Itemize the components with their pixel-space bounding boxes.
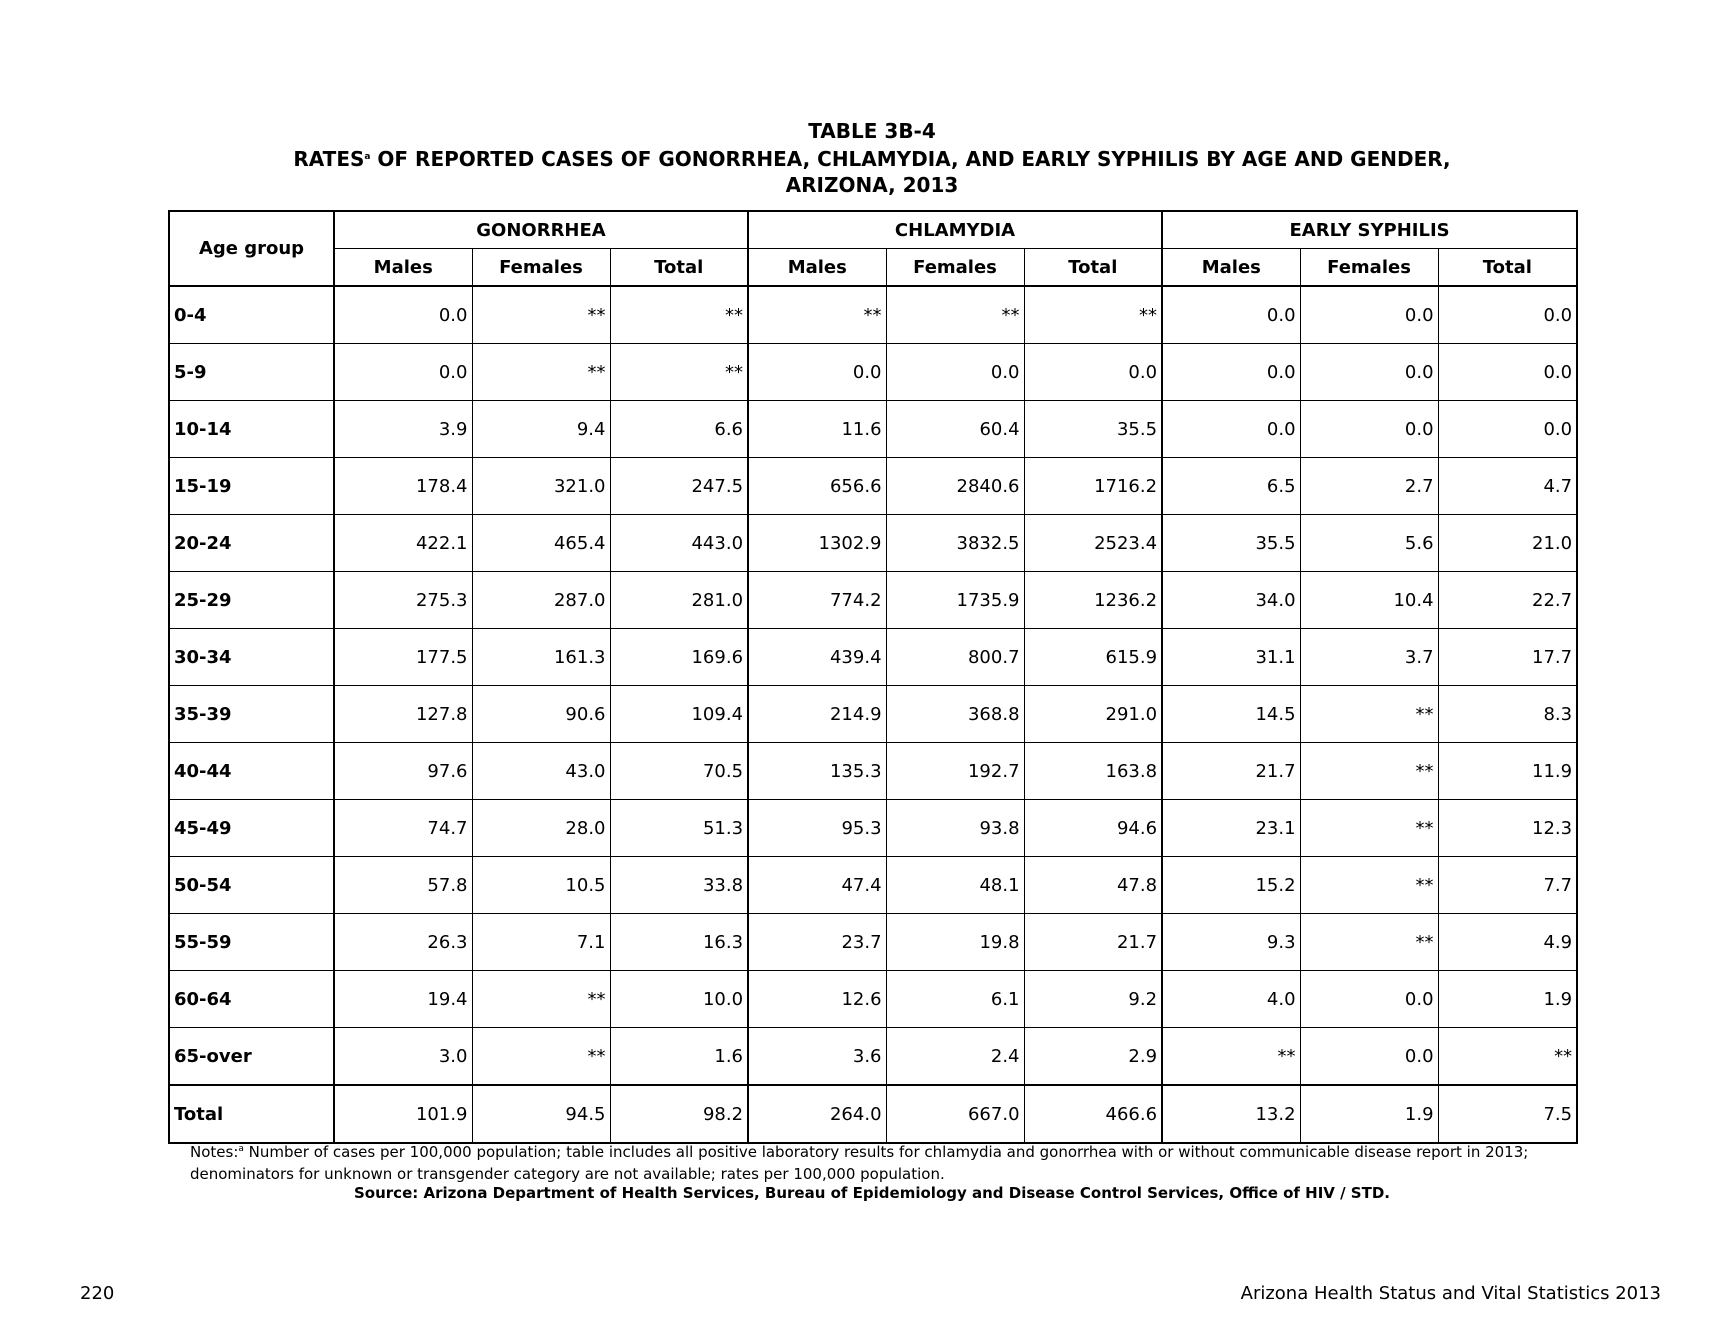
age-group-cell: 20-24 [169, 515, 334, 572]
rate-cell: 1716.2 [1024, 458, 1162, 515]
subheader-row [169, 249, 1577, 287]
rate-cell: 13.2 [1162, 1085, 1300, 1143]
rate-cell: 1.9 [1438, 971, 1577, 1028]
rate-cell: 11.9 [1438, 743, 1577, 800]
rate-cell: 9.4 [472, 401, 610, 458]
table-row [169, 743, 1577, 800]
notes-text: Number of cases per 100,000 population; table includes all positive laboratory results for chlamydia and gonorrhea with or without communicable disease report in 2013; denominators for unknown or transgender category are not available; rates per 100,000 population. [190, 1143, 1529, 1183]
rate-cell: 0.0 [1300, 971, 1438, 1028]
rate-cell: 26.3 [334, 914, 472, 971]
rate-cell: 3.0 [334, 1028, 472, 1086]
rate-cell: 465.4 [472, 515, 610, 572]
rate-cell: 2.7 [1300, 458, 1438, 515]
table-row [169, 286, 1577, 344]
rate-cell: 48.1 [886, 857, 1024, 914]
table-row [169, 572, 1577, 629]
rate-cell: 4.9 [1438, 914, 1577, 971]
age-group-cell: 55-59 [169, 914, 334, 971]
rate-cell: 94.5 [472, 1085, 610, 1143]
rate-cell: 31.1 [1162, 629, 1300, 686]
rate-cell: 74.7 [334, 800, 472, 857]
table-row [169, 800, 1577, 857]
rate-cell: 264.0 [748, 1085, 886, 1143]
table-notes [190, 1138, 1560, 1185]
source-line: Source: Arizona Department of Health Services, Bureau of Epidemiology and Disease Control Services, Office of HIV / STD. [354, 1184, 1390, 1202]
rate-cell: 7.1 [472, 914, 610, 971]
rate-cell: 7.7 [1438, 857, 1577, 914]
rate-cell: 10.0 [610, 971, 748, 1028]
subheader-females: Females [1300, 249, 1438, 287]
rate-cell: 2.9 [1024, 1028, 1162, 1086]
rate-cell: 97.6 [334, 743, 472, 800]
rate-cell: 275.3 [334, 572, 472, 629]
table-row [169, 914, 1577, 971]
rate-cell: 43.0 [472, 743, 610, 800]
subheader-males: Males [1162, 249, 1300, 287]
subheader-total: Total [1024, 249, 1162, 287]
rate-cell: 127.8 [334, 686, 472, 743]
rate-cell: 21.7 [1162, 743, 1300, 800]
rate-cell: 281.0 [610, 572, 748, 629]
title-rest: OF REPORTED CASES OF GONORRHEA, CHLAMYDIA, AND EARLY SYPHILIS BY AGE AND GENDER, [370, 147, 1451, 171]
rate-cell: 16.3 [610, 914, 748, 971]
table-row [169, 401, 1577, 458]
rate-cell: 0.0 [1300, 1028, 1438, 1086]
rate-cell: 1.9 [1300, 1085, 1438, 1143]
rate-cell: 287.0 [472, 572, 610, 629]
age-group-header: Age group [169, 211, 334, 286]
rate-cell: 6.6 [610, 401, 748, 458]
age-group-cell: 15-19 [169, 458, 334, 515]
rate-cell: ** [472, 344, 610, 401]
notes-footnote-marker: a [238, 1144, 244, 1154]
rate-cell: 0.0 [1024, 344, 1162, 401]
rate-cell: 0.0 [1162, 401, 1300, 458]
rate-cell: 1236.2 [1024, 572, 1162, 629]
rate-cell: 51.3 [610, 800, 748, 857]
subheader-females: Females [472, 249, 610, 287]
table-row [169, 458, 1577, 515]
rate-cell: 57.8 [334, 857, 472, 914]
rate-cell: 22.7 [1438, 572, 1577, 629]
rate-cell: 10.4 [1300, 572, 1438, 629]
rate-cell: 0.0 [886, 344, 1024, 401]
table-row [169, 515, 1577, 572]
rate-cell: 98.2 [610, 1085, 748, 1143]
age-group-cell: 10-14 [169, 401, 334, 458]
rate-cell: 439.4 [748, 629, 886, 686]
rate-cell: ** [1300, 857, 1438, 914]
rate-cell: 3.6 [748, 1028, 886, 1086]
rate-cell: 95.3 [748, 800, 886, 857]
age-group-cell: 30-34 [169, 629, 334, 686]
table-title-block [168, 118, 1576, 198]
subheader-total: Total [610, 249, 748, 287]
age-group-cell: 5-9 [169, 344, 334, 401]
rate-cell: 247.5 [610, 458, 748, 515]
group-header-early-syphilis: EARLY SYPHILIS [1162, 211, 1577, 249]
rate-cell: 15.2 [1162, 857, 1300, 914]
table-row [169, 344, 1577, 401]
rate-cell: 21.0 [1438, 515, 1577, 572]
publication-title: Arizona Health Status and Vital Statistics 2013 [1240, 1283, 1661, 1304]
rate-cell: ** [748, 286, 886, 344]
rate-cell: 33.8 [610, 857, 748, 914]
rate-cell: 23.7 [748, 914, 886, 971]
rate-cell: ** [610, 286, 748, 344]
subheader-males: Males [748, 249, 886, 287]
age-group-cell: 65-over [169, 1028, 334, 1086]
table-number: TABLE 3B-4 [808, 119, 936, 143]
rate-cell: 4.0 [1162, 971, 1300, 1028]
rate-cell: 0.0 [748, 344, 886, 401]
rates-table [168, 210, 1578, 1144]
table-subtitle: ARIZONA, 2013 [785, 173, 959, 197]
rate-cell: 0.0 [1438, 401, 1577, 458]
title-footnote-marker: a [364, 152, 371, 162]
age-group-cell: 25-29 [169, 572, 334, 629]
rate-cell: 0.0 [1162, 286, 1300, 344]
table-row [169, 629, 1577, 686]
rate-cell: ** [1162, 1028, 1300, 1086]
rate-cell: 2.4 [886, 1028, 1024, 1086]
total-label: Total [169, 1085, 334, 1143]
age-group-cell: 0-4 [169, 286, 334, 344]
rate-cell: 8.3 [1438, 686, 1577, 743]
rates-body [169, 286, 1577, 1143]
table-row [169, 971, 1577, 1028]
rate-cell: 90.6 [472, 686, 610, 743]
rate-cell: 656.6 [748, 458, 886, 515]
rate-cell: ** [472, 1028, 610, 1086]
age-group-cell: 45-49 [169, 800, 334, 857]
rate-cell: 2840.6 [886, 458, 1024, 515]
rate-cell: 422.1 [334, 515, 472, 572]
rate-cell: 163.8 [1024, 743, 1162, 800]
rate-cell: 0.0 [1162, 344, 1300, 401]
rate-cell: 35.5 [1162, 515, 1300, 572]
rate-cell: 101.9 [334, 1085, 472, 1143]
rate-cell: 3.9 [334, 401, 472, 458]
rate-cell: 0.0 [1300, 344, 1438, 401]
rate-cell: 10.5 [472, 857, 610, 914]
rate-cell: 667.0 [886, 1085, 1024, 1143]
rate-cell: 135.3 [748, 743, 886, 800]
rate-cell: 178.4 [334, 458, 472, 515]
rate-cell: 11.6 [748, 401, 886, 458]
page-number: 220 [80, 1283, 115, 1304]
rate-cell: 1.6 [610, 1028, 748, 1086]
rate-cell: ** [472, 286, 610, 344]
rate-cell: 7.5 [1438, 1085, 1577, 1143]
rate-cell: ** [1438, 1028, 1577, 1086]
rate-cell: 47.4 [748, 857, 886, 914]
rate-cell: 1735.9 [886, 572, 1024, 629]
rate-cell: ** [610, 344, 748, 401]
age-group-cell: 60-64 [169, 971, 334, 1028]
rate-cell: ** [886, 286, 1024, 344]
rate-cell: 35.5 [1024, 401, 1162, 458]
rate-cell: 161.3 [472, 629, 610, 686]
rate-cell: 93.8 [886, 800, 1024, 857]
age-group-cell: 40-44 [169, 743, 334, 800]
rate-cell: 94.6 [1024, 800, 1162, 857]
title-rates-word: RATES [293, 147, 365, 171]
rate-cell: 0.0 [334, 286, 472, 344]
rate-cell: ** [1300, 743, 1438, 800]
rate-cell: 2523.4 [1024, 515, 1162, 572]
table-row [169, 1028, 1577, 1086]
rate-cell: 291.0 [1024, 686, 1162, 743]
rate-cell: 321.0 [472, 458, 610, 515]
rate-cell: 774.2 [748, 572, 886, 629]
subheader-females: Females [886, 249, 1024, 287]
rate-cell: 3.7 [1300, 629, 1438, 686]
rate-cell: 9.2 [1024, 971, 1162, 1028]
rate-cell: 23.1 [1162, 800, 1300, 857]
rate-cell: ** [1024, 286, 1162, 344]
table-title [168, 144, 1576, 172]
rate-cell: 34.0 [1162, 572, 1300, 629]
rate-cell: 12.6 [748, 971, 886, 1028]
age-group-cell: 50-54 [169, 857, 334, 914]
table-row [169, 857, 1577, 914]
rate-cell: 214.9 [748, 686, 886, 743]
rate-cell: 21.7 [1024, 914, 1162, 971]
rate-cell: 177.5 [334, 629, 472, 686]
rate-cell: 19.8 [886, 914, 1024, 971]
rate-cell: 3832.5 [886, 515, 1024, 572]
group-header-gonorrhea: GONORRHEA [334, 211, 748, 249]
rate-cell: ** [1300, 686, 1438, 743]
rate-cell: ** [472, 971, 610, 1028]
subheader-total: Total [1438, 249, 1577, 287]
subheader-males: Males [334, 249, 472, 287]
rate-cell: 4.7 [1438, 458, 1577, 515]
rate-cell: 0.0 [1438, 286, 1577, 344]
rate-cell: 368.8 [886, 686, 1024, 743]
rate-cell: 169.6 [610, 629, 748, 686]
rate-cell: 60.4 [886, 401, 1024, 458]
rate-cell: 9.3 [1162, 914, 1300, 971]
rate-cell: 0.0 [1300, 286, 1438, 344]
age-group-cell: 35-39 [169, 686, 334, 743]
rate-cell: 5.6 [1300, 515, 1438, 572]
rate-cell: 6.1 [886, 971, 1024, 1028]
rate-cell: 0.0 [1438, 344, 1577, 401]
rate-cell: 0.0 [1300, 401, 1438, 458]
rate-cell: 28.0 [472, 800, 610, 857]
table-row [169, 686, 1577, 743]
rate-cell: 47.8 [1024, 857, 1162, 914]
rate-cell: 466.6 [1024, 1085, 1162, 1143]
notes-prefix: Notes: [190, 1143, 239, 1161]
rate-cell: 109.4 [610, 686, 748, 743]
rate-cell: 14.5 [1162, 686, 1300, 743]
rate-cell: 6.5 [1162, 458, 1300, 515]
rate-cell: 192.7 [886, 743, 1024, 800]
rate-cell: ** [1300, 800, 1438, 857]
rate-cell: 0.0 [334, 344, 472, 401]
rate-cell: 70.5 [610, 743, 748, 800]
rate-cell: 17.7 [1438, 629, 1577, 686]
rate-cell: 443.0 [610, 515, 748, 572]
rate-cell: 1302.9 [748, 515, 886, 572]
rate-cell: 800.7 [886, 629, 1024, 686]
rate-cell: ** [1300, 914, 1438, 971]
rate-cell: 615.9 [1024, 629, 1162, 686]
group-header-chlamydia: CHLAMYDIA [748, 211, 1162, 249]
rate-cell: 19.4 [334, 971, 472, 1028]
rate-cell: 12.3 [1438, 800, 1577, 857]
total-row [169, 1085, 1577, 1143]
